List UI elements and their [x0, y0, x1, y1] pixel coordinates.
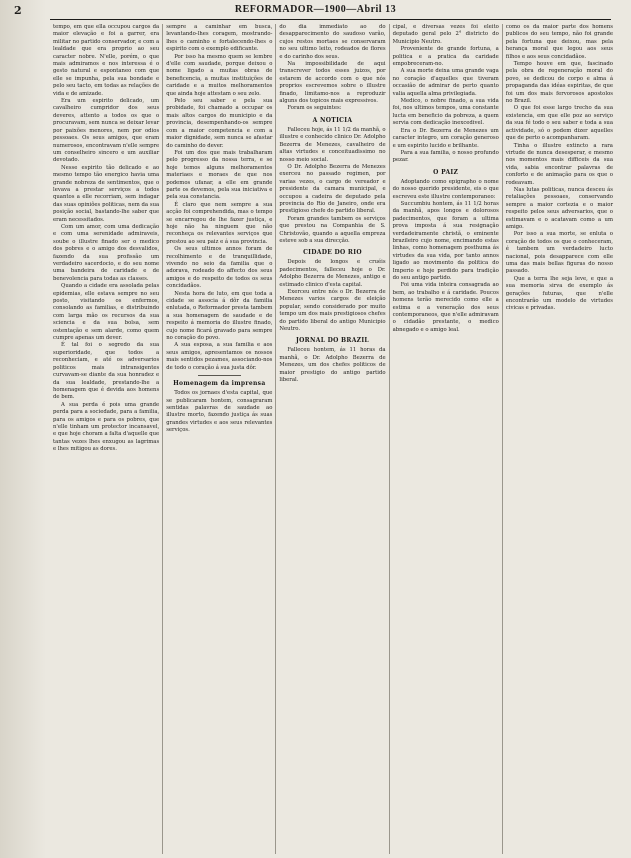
- paragraph: sempre a caminhar em busca, levantando-lhes coragem, mostrando-lhes o caminho e fortalecendo-lhes o espirito com o exemplo edificante.: [166, 24, 273, 53]
- paragraph: Depois de longos e cruéis padecimentos, falleceu hoje o Dr. Adolpho Bezerra de Menezes, antigo e estimado clinico d'esta capital.: [279, 259, 386, 288]
- paragraph: Na impossibilidade de aqui transcrever todos esses juizos, por estarem de accordo com o que nós proprios escrevemos sobre o illustre finado, limitamo-nos a reproduzir alguns dos topicos mais expressivos.: [279, 61, 386, 105]
- paragraph: do dia immediato ao do desapparecimento do saudoso varão, cujos restos mortaes se conservaram no seu ultimo leito, rodeados de flores e do carinho dos seus.: [279, 24, 386, 60]
- paragraph: Tinha o illustre extincto a rara virtude de nunca desesperar, e mesmo nos momentos mais difficeis da sua vida, sabia encontrar palavras de conforto e de animação para os que o rodeavam.: [505, 142, 613, 186]
- paragraph: Era um espirito delicado, um cavalheiro cumpridor dos seus deveres, attento a todos os que o procuravam, sem nunca se deixar levar por paixões menores, nem por odios pessoaes. Os seus amigos, que eram numerosos, encontravam n'elle sempre um conselheiro sincero e um auxiliar devotado.: [53, 98, 160, 164]
- paragraph: O que foi esse largo trecho da sua existencia, em que elle poz ao serviço da sua fé todo o seu saber e toda a sua actividade, só o podem dizer aquelles que de perto o acompanharam.: [505, 105, 613, 142]
- paragraph: Quando a cidade era assolada pelas epidemias, elle estava sempre no seu posto, visitando os enfermos, consolando as familias, e distribuindo com larga mão os recursos da sua sciencia e da sua bolsa, sem ostentação e sem alarde, como quem cumpre apenas um dever.: [53, 283, 160, 342]
- paragraph: Os seus ultimos annos foram de recolhimento e de tranquillidade, vivendo no seio da familia que o adorava, rodeado do affecto dos seus amigos e do respeito de todos os seus concidadãos.: [166, 246, 273, 290]
- column-3: [276, 24, 389, 854]
- section-divider: [198, 375, 240, 376]
- paragraph: Tempo houve em que, fascinado pela obra de regeneração moral do povo, se dedicou de corpo e alma á propaganda das idéas espiritas, de que foi um dos mais fervorosos apostolos no Brazil.: [505, 61, 613, 105]
- paragraph: É tal foi o segredo da sua superioridade, que todos a reconheciam, e até os adversarios politicos mais intransigentes curvavam-se diante da sua honradez e da sua lealdade, prestando-lhe a homenagem que é devida aos homens de bem.: [53, 342, 160, 401]
- paragraph: Foram grandes tambem os serviços que prestou na Companhia de S. Christovão, quando a aquella empreza esteve sob a sua direcção.: [279, 215, 386, 244]
- paragraph: Era o Dr. Bezerra de Menezes um caracter integro, um coração generoso e um espirito lucido e brilhante.: [392, 127, 499, 149]
- paragraph: como os da maior parte dos homens publicos do seu tempo, não foi grande pela fortuna que deixou, mas pela herança moral que legou aos seus filhos e aos seus concidadãos.: [505, 24, 613, 60]
- paragraph: Nas lutas politicas, nunca desceu ás retaliações pessoaes, conservando sempre a maior cortezia e o maior respeito pelos seus adversarios, que o estimavam e o acatavam como a um amigo.: [505, 186, 613, 230]
- paragraph: Foram os seguintes:: [287, 105, 342, 112]
- section-heading: CIDADE DO RIO: [303, 249, 362, 257]
- column-5: [503, 24, 616, 854]
- paragraph: O Dr. Adolpho Bezerra de Menezes exerceu no passado regimen, por varias vezes, o cargo de vereador e presidente da camara municipal, e occupou a cadeira de deputado pela provincia do Rio de Janeiro, onde era prestigioso chefe do partido liberal.: [279, 163, 386, 215]
- paragraph: Exerceu entre nós o Dr. Bezerra de Menezes varios cargos de eleição popular, sendo considerado por muito tempo um dos mais prestigiosos chefes do partido liberal do antigo Municipio Neutro.: [279, 289, 386, 333]
- paragraph: Para a sua familia, o nosso profundo pezar.: [392, 149, 499, 164]
- paragraph: Foi um dos que mais trabalharam pelo progresso da nossa terra, e se hoje temos alguns melhoramentos materiaes e moraes de que nos podemos ufanar, a elle em grande parte os devemos, pela sua iniciativa e pela sua constancia.: [166, 149, 273, 201]
- paragraph: Todos os jornaes d'esta capital, que se publicaram hontem, consagraram sentidas palavras de saudade ao illustre morto, fazendo justiça ás suas grandes virtudes e aos seus relevantes serviços.: [166, 390, 273, 434]
- scan-shadow: [0, 0, 46, 858]
- running-head: REFORMADOR—1900—Abril 13: [234, 4, 397, 15]
- paragraph: Proveniente de grande fortuna, a politica e a pratica da caridade empobreceram-no.: [392, 46, 499, 68]
- paragraph: tempo, em que ella occupou cargos da maior elevação e foi a garrer, era militar no partido conservador, e com a lealdade que era proprio ao seu caracter nobre. N'elle, porém, o que mais admiramos e nos interessa é o gesto natural e espontaneo com que elle se impunha, pela sua bondade e pelo seu tacto, em todas as relações de vida e de amizade.: [53, 24, 160, 97]
- paragraph: cipal, e diversas vezes foi eleito deputado geral pelo 2° districto do Municipio Neutro.: [392, 24, 499, 45]
- section-heading: JORNAL DO BRAZIL: [296, 337, 369, 345]
- paragraph: Adoptando como epigrapho o nome do nosso querido presidente, eis o que escreveu este illustre contemporaneo:: [392, 178, 499, 200]
- paragraph: Falleceu hontem, ás 11 horas da manhã, o Dr. Adolpho Bezerra de Menezes, um dos chefes politicos de maior prestigio do antigo partido liberal.: [279, 347, 386, 384]
- paragraph: Por isso ha mesmo quem se lembre d'elle com saudade, porque deixou o nome ligado a muitas obras de beneficencia, a muitas instituições de caridade e a muitos melhoramentos que ainda hoje attestam o seu zelo.: [166, 53, 273, 97]
- page-header: [0, 0, 631, 24]
- paragraph: Medico, o nobre finado, a sua vida foi, nos ultimos tempos, uma constante lucta em beneficio da pobreza, a quem servia com dedicação inexcedivel.: [392, 98, 499, 127]
- paragraph: Nesse espirito tão delicado e ao mesmo tempo tão energico havia uma grande nobreza de sentimentos, que o levava a prestar serviços a todos quantos a elle recorriam, sem indagar das suas opiniões politicas, nem da sua posição social, bastando-lhe saber que eram necessitados.: [53, 164, 160, 223]
- column-1: [50, 24, 163, 854]
- paragraph: É claro que nem sempre a sua acção foi comprehendida, mas o tempo se encarregou de lhe fazer justiça, e hoje não ha ninguem que não reconheça os relevantes serviços que prestou ao seu paiz e á sua provincia.: [166, 201, 273, 245]
- paragraph: Por isso a sua morte, se enluta o coração de todos os que o conheceram, é tambem um verdadeiro lucto nacional, pois desapparece com elle uma das mais bellas figuras do nosso passado.: [505, 231, 613, 275]
- paragraph: Falleceu hoje, ás 11 1/2 da manhã, o illustre e conhecido clinico Dr. Adolpho Bezerra de Menezes, cavalheiro de altas virtudes e conceituadissimo no nosso meio social.: [279, 126, 386, 163]
- text-columns: [50, 24, 616, 854]
- column-2: [163, 24, 276, 854]
- paragraph: A sua morte deixa uma grande vaga no coração d'aquelles que tiveram occasião de admirar de perto quanto valia aquella alma privilegiada.: [392, 68, 499, 97]
- paragraph: A sua esposa, a sua familia e aos seus amigos, apresentamos os nossos mais sentidos pezames, associando-nos de todo o coração á sua justa dôr.: [166, 342, 273, 371]
- paragraph: Com um amor, com uma dedicação e com uma serenidade admiraveis, soube o illustre finado ser o medico dos pobres e o amigo dos desvalidos, fazendo da sua profissão um verdadeiro sacerdocio, e do seu nome uma bandeira de caridade e de benevolencia para todas as classes.: [53, 223, 160, 282]
- section-heading: O PAIZ: [433, 168, 459, 176]
- header-rule: [50, 19, 611, 20]
- section-heading: Homenagem da imprensa: [173, 380, 266, 388]
- paragraph: Que a terra lhe seja leve, e que a sua memoria sirva de exemplo ás gerações futuras, que n'elle encontrarão um modelo de virtudes civicas e privadas.: [505, 275, 613, 312]
- paragraph: Foi uma vida inteira consagrada ao bem, ao trabalho e á caridade. Poucos homens terão merecido como elle a estima e a veneração dos seus contemporaneos, que n'elle admiravam o cidadão prestante, o medico abnegado e o amigo leal.: [392, 282, 499, 333]
- paragraph: A sua perda é pois uma grande perda para a sociedade, para a familia, para os amigos e para os pobres, que n'elle tinham um protector incansavel, e que hoje choram a falta d'aquelle que tantas vezes lhes enxugou as lagrimas e lhes mitigou as dores.: [53, 401, 160, 453]
- paragraph: Nesta hora de luto, em que toda a cidade se associa á dôr da familia enlutada, o Reformador presta tambem a sua homenagem de saudade e de respeito á memoria do illustre finado, cujo nome ficará gravado para sempre no coração do povo.: [166, 290, 273, 342]
- paragraph: Pelo seu saber e pela sua probidade, foi chamado a occupar os mais altos cargos do municipio e da provincia, desempenhando-os sempre com a maior competencia e com a maior dignidade, sem nunca se afastar do caminho do dever.: [166, 98, 273, 149]
- column-4: [390, 24, 503, 854]
- paragraph: Succumbiu hontem, ás 11 1/2 horas da manhã, apos longos e dolorosos padecimentos, que foram a ultima prova imposta á sua resignação verdadeiramente christã, o eminente brazileiro cujo nome, encimando estas linhas, como homenagem posthuma ás virtudes da sua vida, por tanto annos ligado ao movimento da politica do Imperio e hoje perdido para tradição do seu antigo partido.: [392, 200, 499, 281]
- section-heading: A NOTICIA: [312, 116, 353, 124]
- page-number: 2: [14, 4, 22, 17]
